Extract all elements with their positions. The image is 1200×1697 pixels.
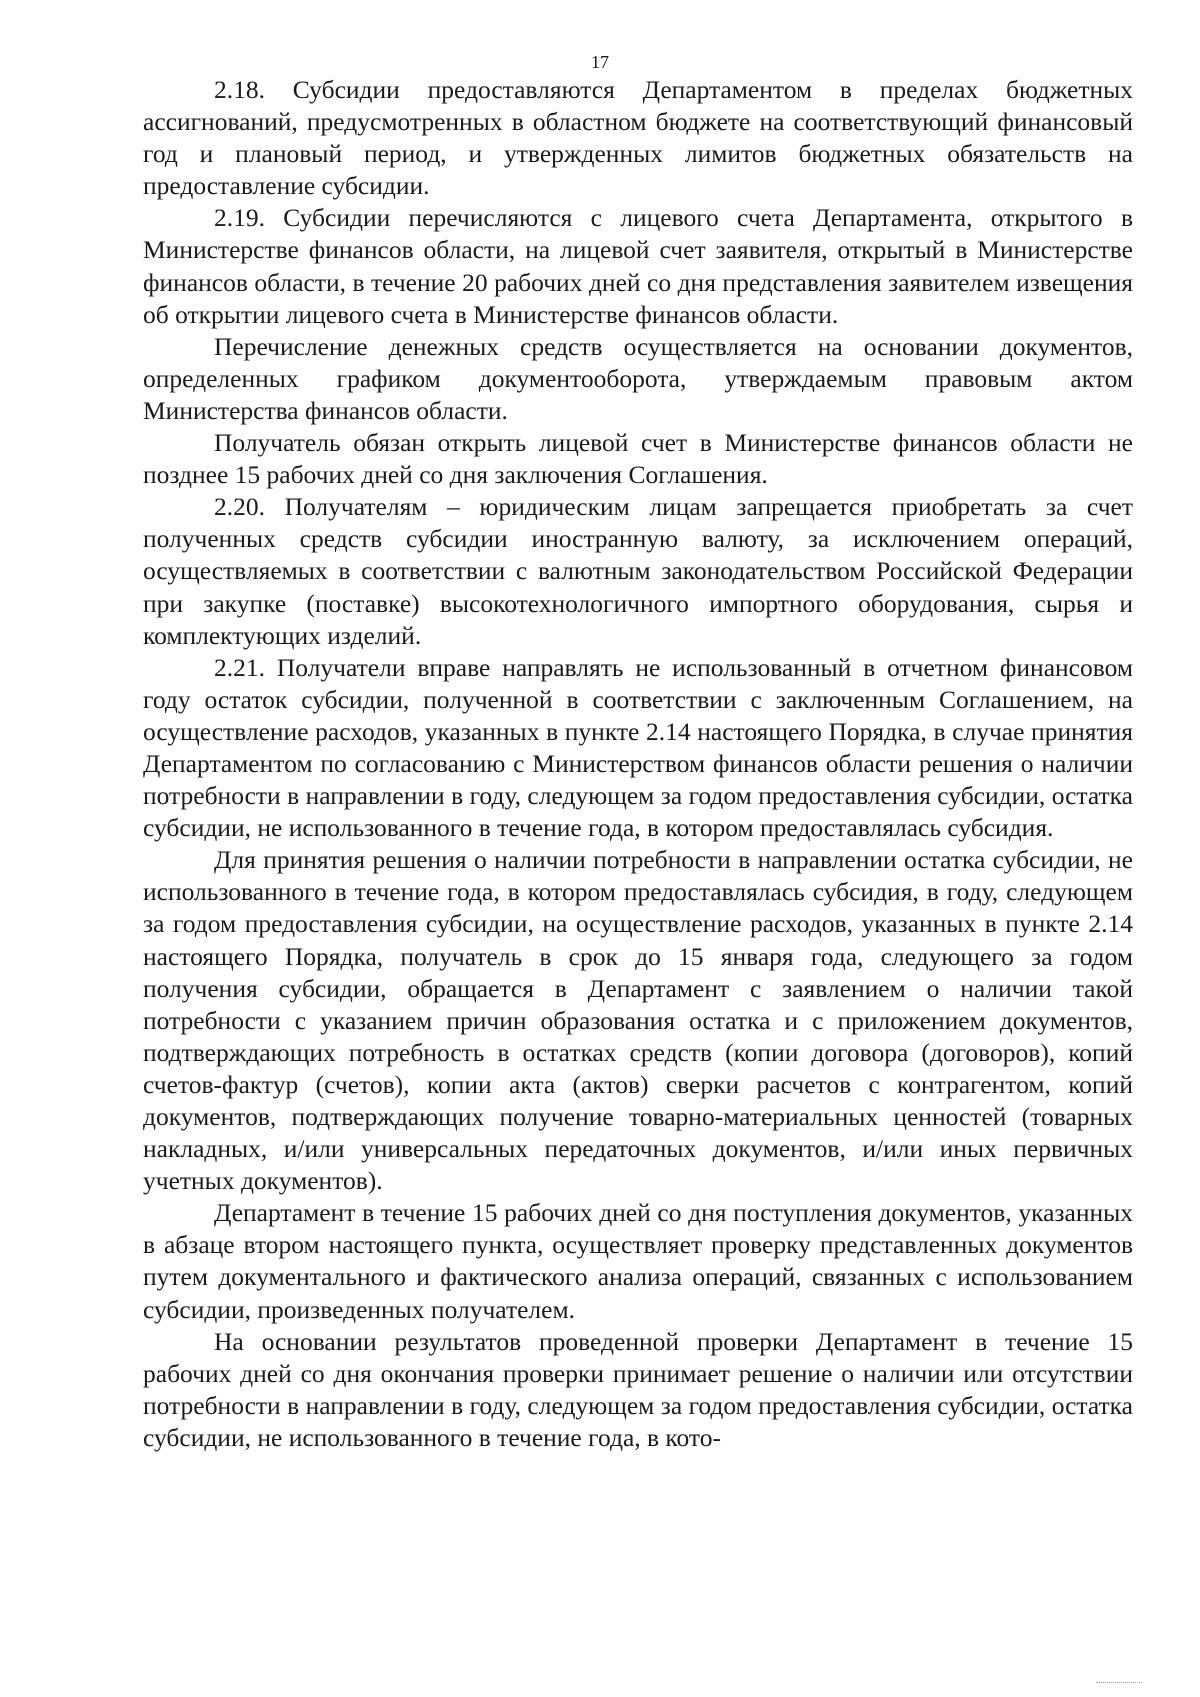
paragraph-2-19: 2.19. Субсидии перечисляются с лицевого счета Департамента, открытого в Министерстве финансов области, на лицевой счет заявителя, открытый в Министерстве финансов области, в течение 20 рабочих дней со дня представления заявителем извещения об открытии лицевого счета в Министерстве финансов области. [143, 203, 1133, 329]
paragraph-decision-request: Для принятия решения о наличии потребности в направлении остатка субсидии, не использованного в течение года, в котором предоставлялась субсидия, в году, следующем за годом предоставления субсидии, на осуществление расходов, указанных в пункте 2.14 настоящего Порядка, получатель в срок до 15 января года, следующего за годом получения субсидии, обращается в Департамент с заявлением о наличии такой потребности с указанием причин образования остатка и с приложением документов, подтверждающих потребность в остатках средств (копии договора (договоров), копий счетов-фактур (счетов), копии акта (актов) сверки расчетов с контрагентом, копий документов, подтверждающих получение товарно-материальных ценностей (товарных накладных, и/или универсальных передаточных документов, и/или иных первичных учетных документов). [143, 845, 1133, 1196]
paragraph-2-20: 2.20. Получателям – юридическим лицам запрещается приобретать за счет полученных средств субсидии иностранную валюту, за исключением операций, осуществляемых в соответствии с валютным законодательством Российской Федерации при закупке (поставке) высокотехнологичного импортного оборудования, сырья и комплектующих изделий. [143, 492, 1133, 650]
paragraph-2-18: 2.18. Субсидии предоставляются Департаментом в пределах бюджетных ассигнований, предусмотренных в областном бюджете на соответствующий финансовый год и плановый период, и утвержденных лимитов бюджетных обязательств на предоставление субсидии. [143, 75, 1133, 201]
paragraph-account-opening: Получатель обязан открыть лицевой счет в Министерстве финансов области не позднее 15 рабочих дней со дня заключения Соглашения. [143, 428, 1133, 490]
paragraph-2-21: 2.21. Получатели вправе направлять не использованный в отчетном финансовом году остаток субсидии, полученной в соответствии с заключенным Соглашением, на осуществление расходов, указанных в пункте 2.14 настоящего Порядка, в случае принятия Департаментом по согласованию с Министерством финансов области решения о наличии потребности в направлении в году, следующем за годом предоставления субсидии, остатка субсидии, не использованного в течение года, в котором предоставлялась субсидия. [143, 652, 1133, 843]
paragraph-department-check: Департамент в течение 15 рабочих дней со дня поступления документов, указанных в абзаце втором настоящего пункта, осуществляет проверку представленных документов путем документального и фактического анализа операций, связанных с использованием субсидии, произведенных получателем. [143, 1198, 1133, 1324]
paragraph-check-results: На основании результатов проведенной проверки Департамент в течение 15 рабочих дней со дня окончания проверки принимает решение о наличии или отсутствии потребности в направлении в году, следующем за годом предоставления субсидии, остатка субсидии, не использованного в течение года, в кото- [143, 1326, 1133, 1452]
scan-artifact [1096, 1682, 1142, 1687]
page-number: 17 [591, 52, 609, 72]
paragraph-transfer: Перечисление денежных средств осуществляется на основании документов, определенных графиком документооборота, утверждаемым правовым актом Министерства финансов области. [143, 331, 1133, 425]
document-body [143, 74, 1133, 1454]
